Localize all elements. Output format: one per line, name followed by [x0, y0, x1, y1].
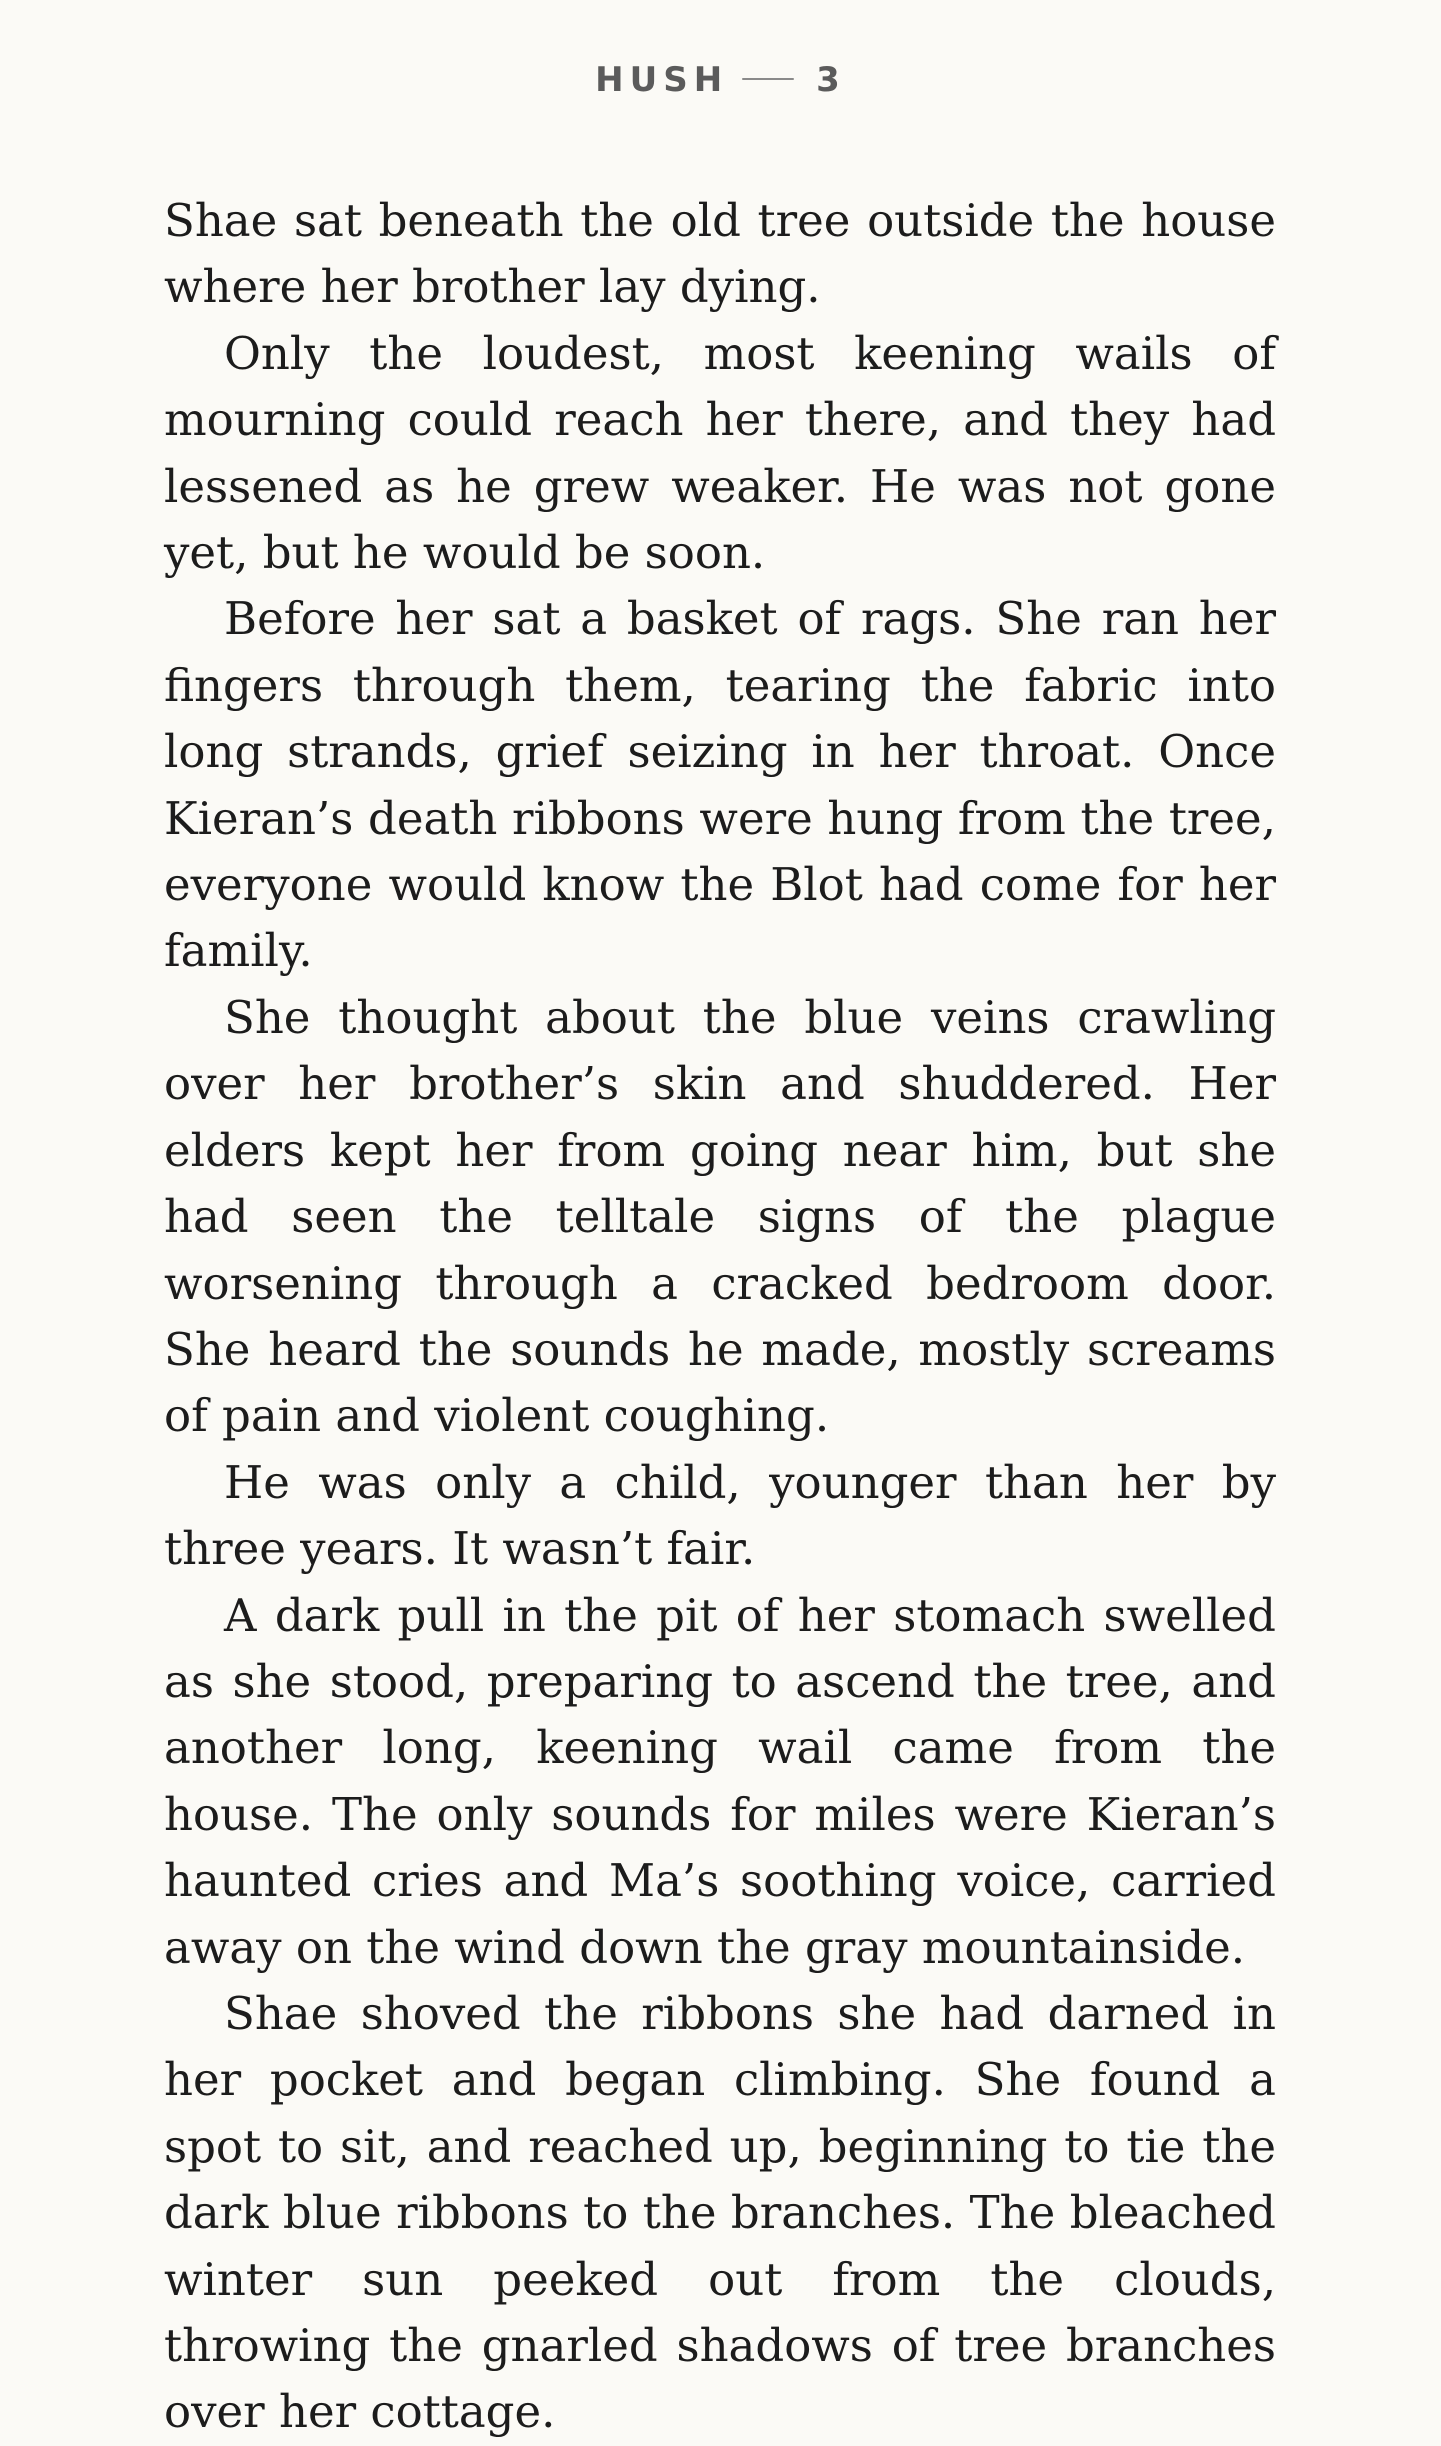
paragraph: Shae shoved the ribbons she had darned in her pocket and began climbing. She found a spot to sit, and reached up, beginning to tie the dark blue ribbons to the branches. The bleached winter sun peeked out from the clouds, throwing the gnarled shadows of tree branches over her cottage.	[164, 1986, 1276, 2439]
paragraph: He was only a child, younger than her by three years. It wasn’t fair.	[164, 1455, 1276, 1576]
page-number: 3	[816, 60, 846, 100]
paragraph: Only the loudest, most keening wails of mourning could reach her there, and they had lessened as he grew weaker. He was not gone yet, but he would be soon.	[164, 326, 1276, 580]
running-head	[0, 60, 1441, 100]
book-title: HUSH	[595, 60, 729, 100]
paragraph: Shae sat beneath the old tree outside the house where her brother lay dying.	[164, 194, 1276, 314]
paragraph: Before her sat a basket of rags. She ran her fingers through them, tearing the fabric into long strands, grief seizing in her throat. Once Kieran’s death ribbons were hung from the tree, everyone would know the Blot had come for her family.	[164, 592, 1276, 978]
paragraph: A dark pull in the pit of her stomach swelled as she stood, preparing to ascend the tree, and another long, keening wail came from the house. The only sounds for miles were Kieran’s haunted cries and Ma’s soothing voice, carried away on the wind down the gray mountainside.	[164, 1588, 1276, 1974]
paragraph: She thought about the blue veins crawling over her brother’s skin and shuddered. Her elders kept her from going near him, but she had seen the telltale signs of the plague worsening through a cracked bedroom door. She heard the sounds he made, mostly screams of pain and violent coughing.	[164, 990, 1276, 1443]
header-separator	[742, 78, 794, 80]
body-text	[164, 188, 1276, 2446]
